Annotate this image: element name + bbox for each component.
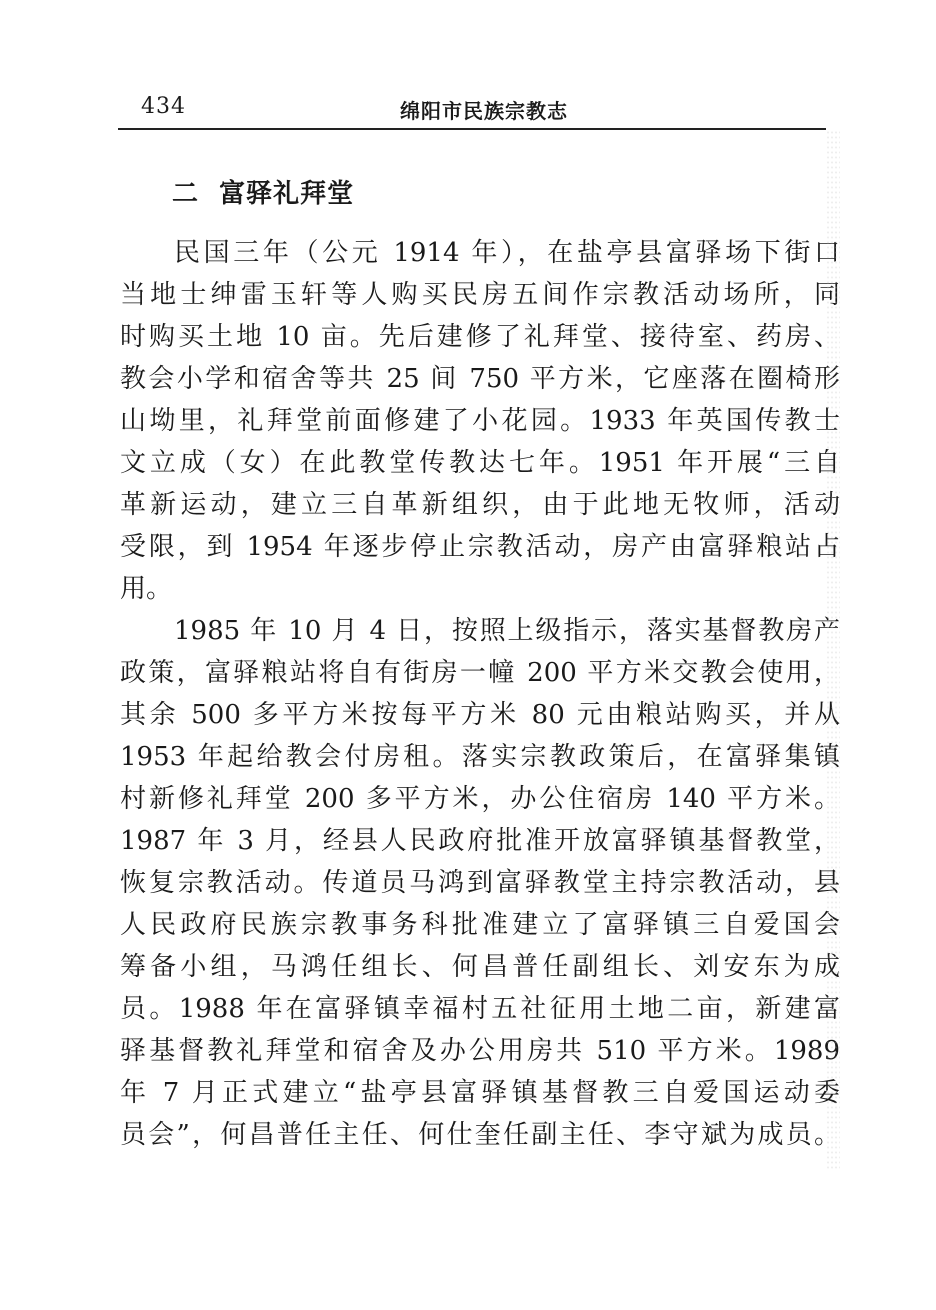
text-line: 文立成（女）在此教堂传教达七年。1951 年开展“三自 [120, 448, 840, 478]
body-text [120, 232, 840, 1156]
text-line: 1987 年 3 月，经县人民政府批准开放富驿镇基督教堂， [120, 826, 840, 856]
page-number: 434 [141, 94, 186, 119]
text-line: 其余 500 多平方米按每平方米 80 元由粮站购买，并从 [120, 700, 840, 730]
text-line: 山坳里，礼拜堂前面修建了小花园。1933 年英国传教士 [120, 406, 840, 436]
text-line: 筹备小组，马鸿任组长、何昌普任副组长、刘安东为成 [120, 952, 840, 982]
text-line: 时购买土地 10 亩。先后建修了礼拜堂、接待室、药房、 [120, 322, 840, 352]
text-line: 员会”，何昌普任主任、何仕奎任副主任、李守斌为成员。 [120, 1120, 840, 1150]
text-line: 年 7 月正式建立“盐亭县富驿镇基督教三自爱国运动委 [120, 1078, 840, 1108]
running-header-title: 绵阳市民族宗教志 [400, 99, 568, 123]
text-line: 当地士绅雷玉轩等人购买民房五间作宗教活动场所，同 [120, 280, 840, 310]
text-line: 民国三年（公元 1914 年），在盐亭县富驿场下街口 [174, 238, 840, 268]
scan-edge-speckle [826, 130, 840, 1170]
text-line: 村新修礼拜堂 200 多平方米，办公住宿房 140 平方米。 [120, 784, 840, 814]
text-line: 教会小学和宿舍等共 25 间 750 平方米，它座落在圈椅形 [120, 364, 840, 394]
text-line: 人民政府民族宗教事务科批准建立了富驿镇三自爱国会 [120, 910, 840, 940]
section-title: 二 富驿礼拜堂 [172, 179, 355, 209]
text-line: 员。1988 年在富驿镇幸福村五社征用土地二亩，新建富 [120, 994, 840, 1024]
text-line: 受限，到 1954 年逐步停止宗教活动，房产由富驿粮站占 [120, 532, 840, 562]
text-line: 恢复宗教活动。传道员马鸿到富驿教堂主持宗教活动，县 [120, 868, 840, 898]
text-line: 用。 [120, 574, 173, 604]
text-line: 政策，富驿粮站将自有街房一幢 200 平方米交教会使用， [120, 658, 840, 688]
header-rule [118, 128, 826, 130]
text-line: 驿基督教礼拜堂和宿舍及办公用房共 510 平方米。1989 [120, 1036, 840, 1066]
text-line: 1985 年 10 月 4 日，按照上级指示，落实基督教房产 [174, 616, 840, 646]
text-line: 革新运动，建立三自革新组织，由于此地无牧师，活动 [120, 490, 840, 520]
text-line: 1953 年起给教会付房租。落实宗教政策后，在富驿集镇 [120, 742, 840, 772]
